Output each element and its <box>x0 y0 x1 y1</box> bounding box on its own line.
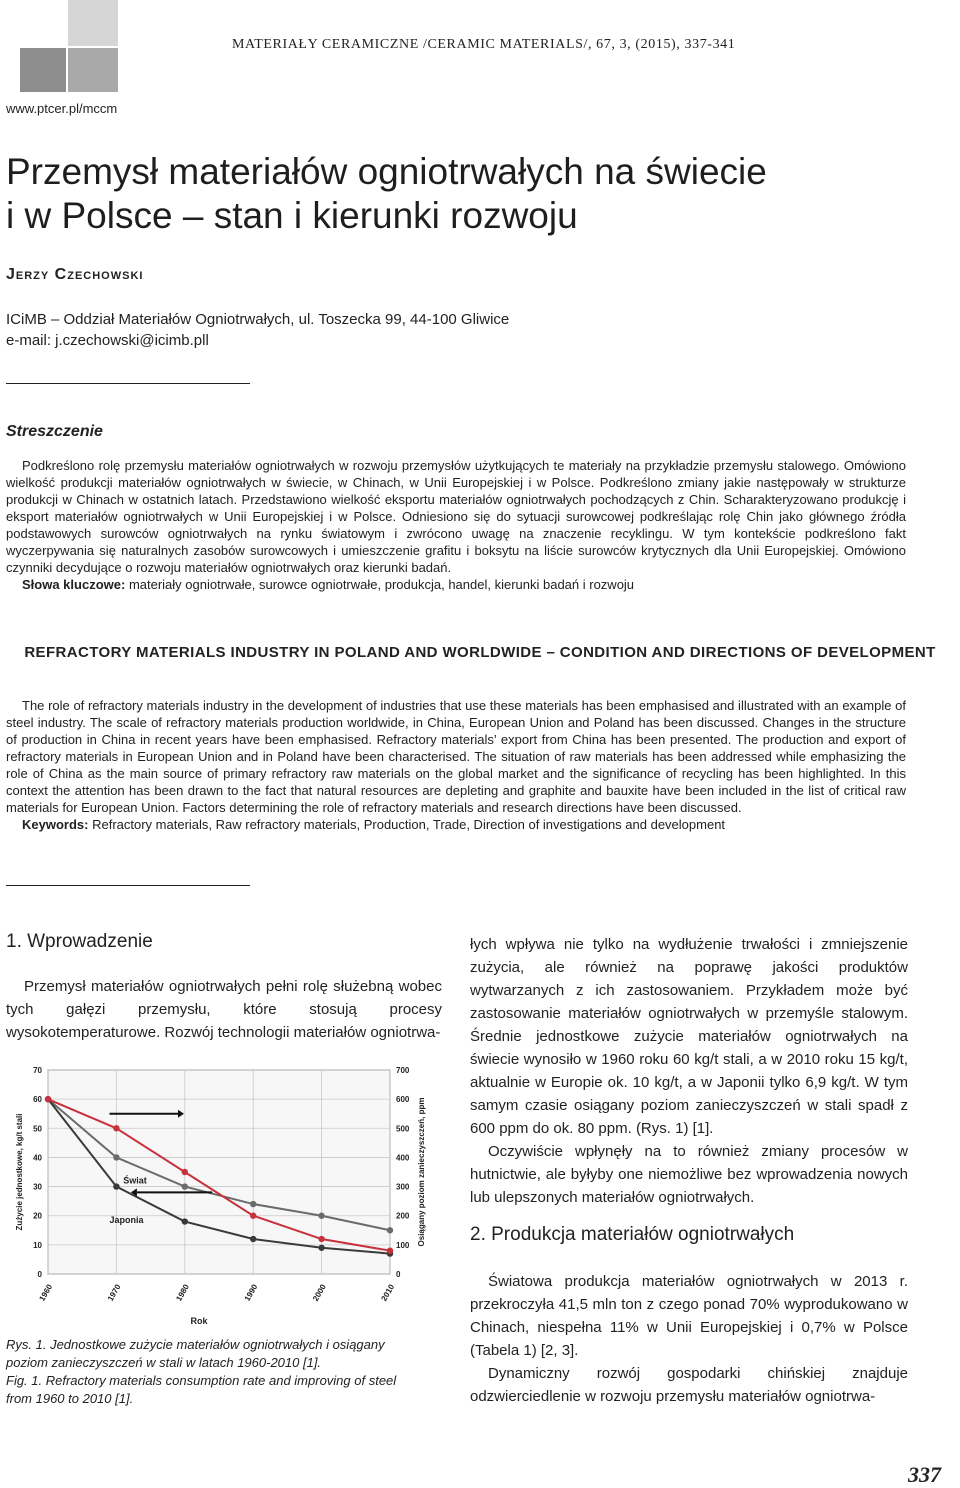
y-tick-label: 20 <box>33 1211 42 1221</box>
y2-tick-label: 100 <box>396 1240 410 1250</box>
data-point-1 <box>182 1183 188 1189</box>
abstract-heading: Streszczenie <box>6 423 103 440</box>
data-point-1 <box>318 1213 324 1219</box>
x-tick-label: 1980 <box>174 1282 191 1303</box>
data-point-3 <box>113 1125 119 1131</box>
data-point-3 <box>182 1169 188 1175</box>
y-tick-label: 10 <box>33 1240 42 1250</box>
y-tick-label: 50 <box>33 1124 42 1134</box>
section1-left-column <box>6 975 442 1044</box>
section1-left-text: Przemysł materiałów ogniotrwałych pełni rolę służebną wobec tych gałęzi przemysłu, które stosują procesy wysokotemperaturowe. Rozwój technologii materiałów ogniotrwa- <box>6 978 442 1041</box>
abstract-pl <box>6 457 906 593</box>
data-point-3 <box>250 1213 256 1219</box>
data-point-3 <box>387 1247 393 1253</box>
abstract-pl-text: Podkreślono rolę przemysłu materiałów ogniotrwałych w rozwoju przemysłów użytkujących te materiały na przykładzie przemysłu stalowego. Omówiono wielkość produkcji materiałów ogniotrwałych w świecie, w Chinach, w Unii Europejskiej i w Polsce. Podkreślono zmiany jakie następowały w strukturze produkcji w Chinach w ostatnich latach. Przedstawiono wielkość eksportu materiałów ogniotrwałych pochodzących z Chin. Scharakteryzowano produkcję i eksport materiałów ogniotrwałych w Unii Europejskiej i w Polsce. Odniesiono się do sytuacji surowcowej podkreślając rolę Chin jako głównego źródła podstawowych surowców ogniotrwałych na rynku światowym i zwrócono uwagę na znaczenie recyklingu. W tym kontekście podkreślono fakt wyczerpywania się naturalnych zasobów surowcowych i umieszczenie grafitu i boksytu na liście surowców krytycznych dla Unii Europejskiej. Omówiono czynniki decydujące o rozwoju materiałów ogniotrwałych oraz kierunki badań. <box>6 458 906 575</box>
x-tick-label: 2010 <box>379 1282 397 1303</box>
section1-heading: 1. Wprowadzenie <box>6 931 153 952</box>
caption-en-line2: from 1960 to 2010 [1]. <box>6 1391 134 1406</box>
author-name: Jerzy Czechowski <box>6 266 144 283</box>
article-title-line2: i w Polsce – stan i kierunki rozwoju <box>6 195 578 236</box>
section2-p1: Światowa produkcja materiałów ogniotrwałych w 2013 r. przekroczyła 41,5 mln ton z czego ponad 70% wyprodukowano w Chinach, niespełna 11% w Unii Europejskiej i 0,7% w Polsce (Tabela 1) [2, 3]. <box>470 1273 908 1359</box>
logo-square-light <box>68 0 118 46</box>
journal-website-link[interactable]: www.ptcer.pl/mccm <box>6 101 118 116</box>
data-point-1 <box>113 1154 119 1160</box>
divider-rule <box>6 885 250 886</box>
consumption-chart <box>8 1052 440 1336</box>
article-title-line1: Przemysł materiałów ogniotrwałych na świecie <box>6 151 767 192</box>
logo-square-dark <box>20 48 66 92</box>
y2-tick-label: 700 <box>396 1066 410 1075</box>
caption-en-line1: Fig. 1. Refractory materials consumption rate and improving of steel <box>6 1373 397 1388</box>
y-tick-label: 70 <box>33 1066 42 1075</box>
divider-rule <box>6 383 250 384</box>
y-axis-label: Zużycie jednostkowe, kg/t stali <box>15 1113 24 1231</box>
x-tick-label: 2000 <box>311 1282 328 1303</box>
x-tick-label: 1960 <box>37 1282 55 1303</box>
page-number: 337 <box>908 1462 941 1487</box>
y2-tick-label: 600 <box>396 1095 410 1105</box>
affiliation: ICiMB – Oddział Materiałów Ogniotrwałych, ul. Toszecka 99, 44-100 Gliwice <box>6 311 510 328</box>
x-tick-label: 1970 <box>105 1282 123 1303</box>
keywords-pl-label: Słowa kluczowe: <box>22 577 126 592</box>
x-tick-label: 1990 <box>242 1282 260 1303</box>
figure-1 <box>8 1052 440 1362</box>
data-point-1 <box>250 1201 256 1207</box>
section2-heading: 2. Produkcja materiałów ogniotrwałych <box>470 1224 795 1245</box>
y-tick-label: 40 <box>33 1153 42 1163</box>
y2-tick-label: 500 <box>396 1124 410 1134</box>
english-title: REFRACTORY MATERIALS INDUSTRY IN POLAND AND WORLDWIDE – CONDITION AND DIRECTIONS OF DEVELOPMENT <box>24 644 936 661</box>
journal-logo <box>6 0 118 100</box>
y2-axis-label: Osiągany poziom zanieczyszczeń, ppm <box>417 1097 426 1247</box>
keywords-pl <box>6 576 906 593</box>
section2-text <box>470 1270 908 1408</box>
keywords-en <box>6 816 906 833</box>
y2-tick-label: 0 <box>396 1270 401 1279</box>
data-point-3 <box>45 1096 51 1102</box>
abstract-en <box>6 697 906 833</box>
data-point-2 <box>318 1245 324 1251</box>
right-column <box>470 933 908 1209</box>
keywords-en-label: Keywords: <box>22 817 89 832</box>
article-title <box>6 150 767 238</box>
author-email-link[interactable]: e-mail: j.czechowski@icimb.pll <box>6 332 209 349</box>
y2-tick-label: 200 <box>396 1211 410 1221</box>
caption-pl-line1: Rys. 1. Jednostkowe zużycie materiałów ogniotrwałych i osiągany <box>6 1337 385 1352</box>
section1-right-p1: łych wpływa nie tylko na wydłużenie trwałości i zmniejszenie zużycia, ale również na poprawę jakości produktów wytwarzanych z ich zastosowaniem. Przykładem może być zastosowanie materiałów ogniotrwałych w przemyśle stalowym. Średnie jednostkowe zużycie materiałów ogniotrwałych na świecie wynosiło w 1960 roku 60 kg/t stali, a w 2010 roku 15 kg/t, aktualnie w Europie ok. 10 kg/t, a w Japonii tylko 6,9 kg/t. W tym samym czasie osiągany poziom zanieczyszczeń w stali spadł z 600 ppm do ok. 80 ppm. (Rys. 1) [1]. <box>470 936 908 1137</box>
data-point-1 <box>387 1227 393 1233</box>
figure-caption <box>6 1336 446 1408</box>
section1-right-p2: Oczywiście wpłynęły na to również zmiany procesów w hutnictwie, ale byłyby one niemożliwe bez wprowadzenia nowych lub ulepszonych materiałów ogniotrwałych. <box>470 1143 908 1206</box>
data-point-3 <box>318 1236 324 1242</box>
keywords-en-text: Refractory materials, Raw refractory materials, Production, Trade, Direction of investigations and development <box>92 817 726 832</box>
plot-area <box>48 1070 390 1274</box>
y-tick-label: 30 <box>33 1182 42 1192</box>
x-axis-label: Rok <box>190 1316 208 1326</box>
affiliation-block <box>6 309 509 351</box>
data-point-2 <box>250 1236 256 1242</box>
y2-tick-label: 300 <box>396 1182 410 1192</box>
section2-p2: Dynamiczny rozwój gospodarki chińskiej znajduje odzwierciedlenie w rozwoju przemysłu materiałów ogniotrwa- <box>470 1365 908 1405</box>
journal-citation: MATERIAŁY CERAMICZNE /CERAMIC MATERIALS/, 67, 3, (2015), 337-341 <box>232 37 736 52</box>
keywords-pl-text: materiały ogniotrwałe, surowce ogniotrwałe, produkcja, handel, kierunki badań i rozwoju <box>128 577 635 592</box>
series-label-japan: Japonia <box>109 1215 144 1225</box>
y-tick-label: 0 <box>37 1270 42 1279</box>
y-tick-label: 60 <box>33 1095 42 1105</box>
logo-square-mid <box>68 48 118 92</box>
data-point-2 <box>182 1218 188 1224</box>
data-point-2 <box>113 1183 119 1189</box>
y2-tick-label: 400 <box>396 1153 410 1163</box>
abstract-en-text: The role of refractory materials industry in the development of industries that use these materials has been emphasised and illustrated with an example of steel industry. The scale of refractory materials production worldwide, in China, European Union and Poland has been discussed. Changes in the structure of production in China in recent years have been emphasised. Refractory materials’ export from China has been presented. The production and export of refractory materials in European Union and in Poland have been characterised. The situation of raw materials has been addressed while emphasizing the role of China as the main source of primary refractory raw materials on the global market and the significance of recycling has been highlighted. In this context the attention has been drawn to the fact that natural resources are depleting and graphite and bauxite have been included in the list of critical raw materials for European Union. Factors determining the role of refractory materials and research directions have been discussed. <box>6 698 906 815</box>
caption-pl-line2: poziom zanieczyszczeń w stali w latach 1960-2010 [1]. <box>6 1355 322 1370</box>
series-label-world: Świat <box>123 1175 147 1186</box>
